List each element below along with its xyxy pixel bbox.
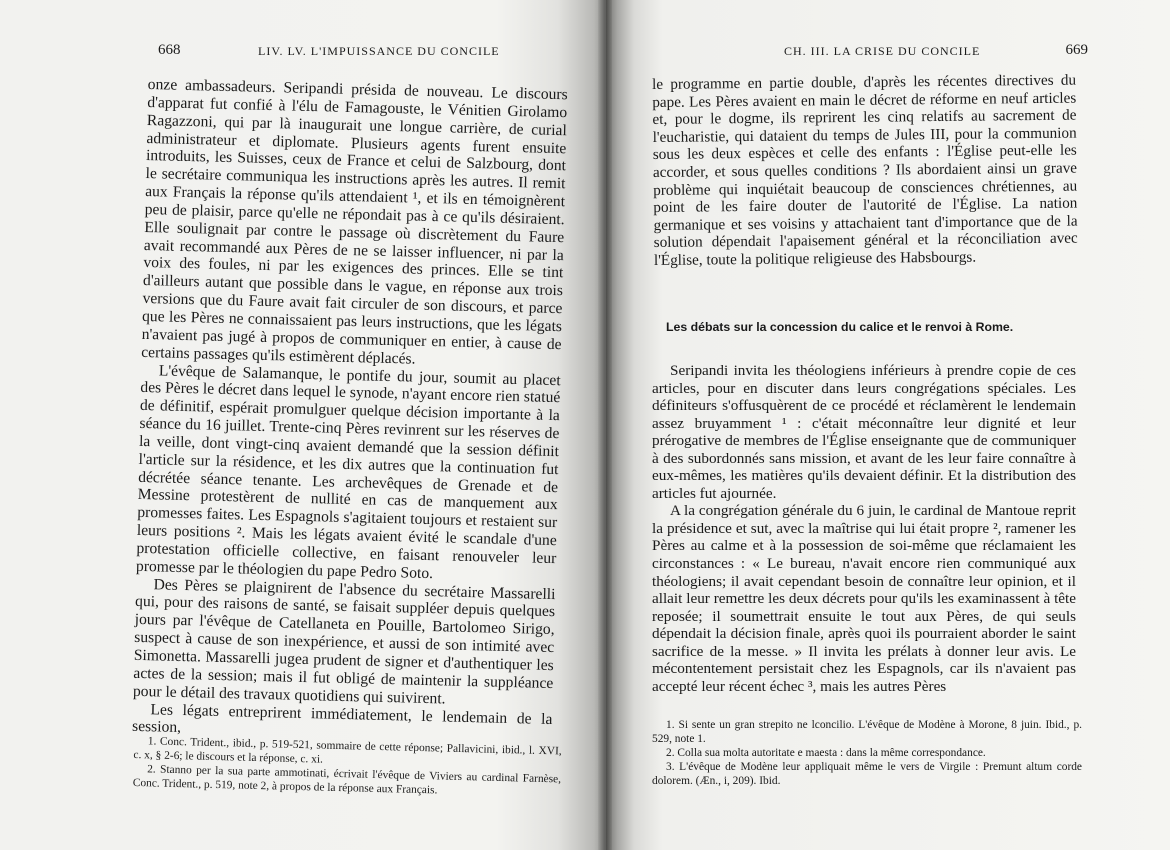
right-body-text — [652, 362, 1076, 695]
paragraph: Des Pères se plaignirent de l'absence du secrétaire Massarelli qui, pour des raisons de santé, se faisait suppléer depuis quelques jours par l'évêque de Catellaneta en Pouille, Bartolomeo Sirigo, suspect à cause de son inexpérience, et aussi de son intimité avec Simonetta. Massarelli jugea prudent de signer et d'authentiquer les actes de la session; mais il fut obligé de maintenir la suppléance pour le détail des travaux quotidiens qui suivirent. — [132, 575, 556, 708]
paragraph: L'évêque de Salamanque, le pontife du jour, soumit au placet des Pères le décret dans lequel le synode, n'ayant encore rien statué de définitif, espérait promulguer quelque décision importante à la séance du 16 juillet. Trente-cinq Pères revinrent sur les réserves de la veille, dont vingt-cinq avaient demandé que la session définit l'article sur la résidence, et les dix autres que la continuation fut décrétée séance tenante. Les archevêques de Grenade et de Messine protestèrent de nullité en cas de manquement aux promesses faites. Les Espagnols s'agitaient toujours et restaient sur leurs positions ². Mais les légats avaient évité le scandale d'une protestation officielle collective, en faisant renouveler leur promesse par le théologien du pape Pedro Soto. — [135, 361, 561, 582]
section-heading: Les débats sur la concession du calice et le renvoi à Rome. — [666, 320, 1014, 334]
page-number-right: 669 — [1065, 42, 1088, 58]
paragraph: onze ambassadeurs. Seripandi présida de nouveau. Le discours d'apparat fut confié à l'élu de Famagouste, le Vénitien Girolamo Ragazzoni, qui par là inaugurait une longue carrière, de curial administrateur et diplomate. Plusieurs agents furent ensuite introduits, les Suisses, ceux de France et celui de Salzbourg, dont le secrétaire communiqua les instructions après les autres. Il remit aux Français la réponse qu'ils attendaient ¹, et ils en témoignèrent peu de plaisir, parce qu'elle ne répondait pas à ce qu'ils désiraient. Elle soulignait par contre le passage où discrètement du Faure avait recommandé aux Pères de ne se laisser influencer, ni par la voix des foules, ni par les exigences des princes. Elle se tint d'ailleurs autant que possible dans le vague, en réponse aux trois versions que du Faure avait fait circuler de son discours, et parce que les Pères ne connaissaient pas leurs instructions, que les légats n'avaient pas jugé à propos de communiquer en entier, à cause de certains passages qu'ils estimèrent déplacés. — [141, 76, 568, 368]
gutter-shadow — [598, 0, 612, 850]
footnote: 2. Stanno per la sua parte ammotinati, écrivait l'évêque de Viviers au cardinal Farnèse, Conc. Trident., p. 519, note 2, à propos de la réponse aux Français. — [132, 763, 562, 797]
footnote: 1. Si sente un gran strepito ne lconcilio. L'évêque de Modène à Morone, 8 juin. Ibid., p. 529, note 1. — [652, 719, 1082, 745]
left-footnotes — [133, 734, 562, 800]
paragraph: Seripandi invita les théologiens inférieurs à prendre copie de ces articles, pour en discuter dans leurs congrégations spéciales. Les définiteurs s'offusquèrent de ce procédé et réclamèrent le lendemain assez bruyamment ¹ : c'était méconnaître leur dignité et leur prérogative de membres de l'Église enseignante que de communiquer à des subordonnés sans mission, et avant de les leur faire connaître à eux-mêmes, les matières qu'ils devaient définir. Et la distribution des articles fut ajournée. — [652, 362, 1076, 502]
running-head-left: LIV. LV. L'IMPUISSANCE DU CONCILE — [258, 44, 500, 58]
footnote: 2. Colla sua molta autoritate e maesta : dans la même correspondance. — [666, 747, 986, 759]
paragraph: Les légats entreprirent immédiatement, le lendemain de la session, — [131, 700, 553, 737]
footnote: 3. L'évêque de Modène leur appliquait même le vers de Virgile : Premunt altum corde dolorem. (Æn., i, 209). Ibid. — [652, 761, 1082, 787]
right-footnotes — [652, 718, 1082, 788]
right-body-text-top — [652, 71, 1078, 270]
paragraph: A la congrégation générale du 6 juin, le cardinal de Mantoue reprit la présidence et sut, avec la maîtrise qui lui était propre ², ramener les Pères au calme et à la possession de soi-même que réclamaient les circonstances : « Le bureau, n'avait encore rien communiqué aux théologiens; il avait cependant besoin de connaître leur opinion, et il allait leur remettre les deux décrets pour qu'ils les examinassent à tête reposée; il soumettrait ensuite le tout aux Pères, de qui seuls dépendait la décision finale, après quoi ils pourraient aborder le saint sacrifice de la messe. » Il invita les prélats à donner leur avis. Le mécontentement persistait chez les Espagnols, car ils n'avaient pas accepté leur récent échec ³, mais les autres Pères — [652, 502, 1076, 695]
page-number-left: 668 — [158, 42, 181, 58]
left-body-text — [132, 76, 568, 746]
footnote: 1. Conc. Trident., ibid., p. 519-521, sommaire de cette réponse; Pallavicini, ibid., l. XVI, c. x, § 2-6; le discours et la réponse, c. xi. — [133, 735, 562, 766]
running-head-right: CH. III. LA CRISE DU CONCILE — [784, 44, 981, 58]
paragraph: le programme en partie double, d'après les récentes directives du pape. Les Pères avaient en main le décret de réforme en neuf articles et, pour le dogme, ils reprirent les cinq relatifs au sacrement de l'eucharistie, qui dataient du temps de Jules III, pour la communion sous les deux espèces et celle des enfants : l'Église peut-elle les accorder, et sous quelles conditions ? Ils abordaient ainsi un grave problème qui inquiétait beaucoup de consciences chrétiennes, au point de les faire douter de l'autorité de l'Église. La nation germanique et ses voisins y attachaient tant d'importance que de la solution dépendait l'apaisement général et la réconciliation avec l'Église, toute la politique religieuse des Habsbourgs. — [652, 71, 1078, 269]
